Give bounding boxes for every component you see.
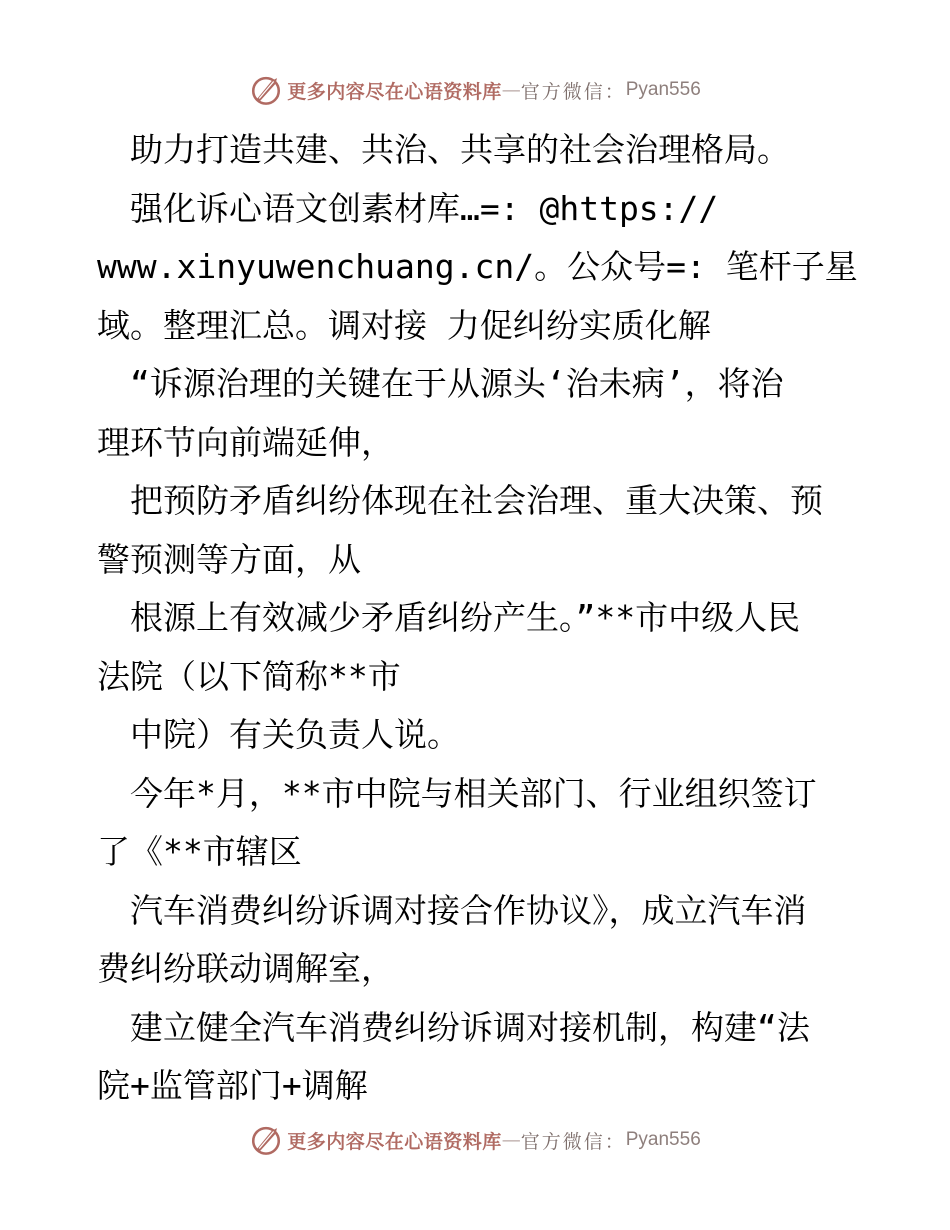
banner-account: Pyan556 [625, 79, 701, 100]
body-line: 法院（以下简称**市 [97, 656, 401, 696]
header-watermark-banner [0, 70, 950, 110]
body-line: 把预防矛盾纠纷体现在社会治理、重大决策、预 [97, 481, 823, 520]
body-line: 院+监管部门+调解 [97, 1066, 368, 1105]
quill-pen-icon [249, 73, 283, 107]
body-line: 今年*月，**市中院与相关部门、行业组织签订 [97, 773, 817, 813]
banner-official-label: 官方微信： [520, 80, 626, 103]
body-line: 助力打造共建、共治、共享的社会治理格局。 [97, 130, 790, 169]
banner-official-label: 官方微信： [520, 1130, 626, 1153]
body-line: “诉源治理的关键在于从源头‘治未病’，将治 [97, 364, 784, 403]
banner-tagline: 更多内容尽在心语资料库 [287, 80, 502, 103]
banner-account: Pyan556 [625, 1129, 701, 1150]
body-line: 费纠纷联动调解室， [97, 949, 394, 988]
body-line: 理环节向前端延伸， [97, 422, 394, 462]
banner-tagline: 更多内容尽在心语资料库 [287, 1130, 502, 1153]
body-line: 建立健全汽车消费纠纷诉调对接机制，构建“法 [97, 1007, 810, 1047]
footer-watermark-banner [0, 1120, 950, 1160]
body-line: 警预测等方面，从 [97, 539, 361, 579]
body-line: 中院）有关负责人说。 [97, 715, 460, 754]
quill-pen-icon [249, 1123, 283, 1157]
body-line: 根源上有效减少矛盾纠纷产生。”**市中级人民 [97, 598, 801, 637]
body-line: 域。整理汇总。调对接 力促纠纷实质化解 [97, 305, 711, 345]
body-line: 汽车消费纠纷诉调对接合作协议》，成立汽车消 [97, 890, 807, 930]
document-body [97, 121, 857, 1116]
body-line: 了《**市辖区 [97, 832, 302, 871]
banner-separator: — [501, 79, 521, 101]
body-line: www.xinyuwenchuang.cn/。公众号=: 笔杆子星 [97, 247, 858, 286]
banner-separator: — [501, 1129, 521, 1151]
body-line: 强化诉心语文创素材库…=: @https:// [97, 188, 719, 228]
